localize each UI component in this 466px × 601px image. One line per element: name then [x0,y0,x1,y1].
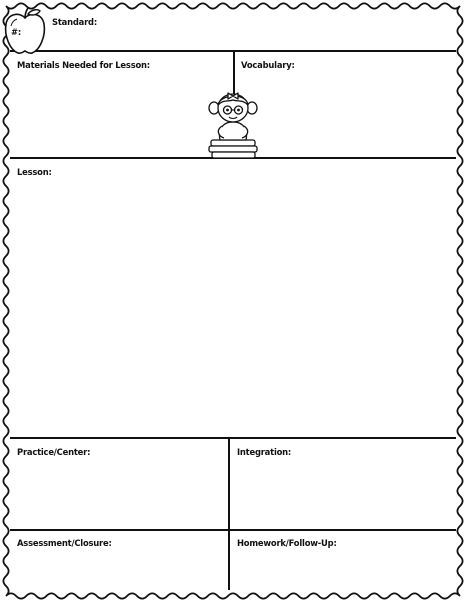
materials-label: Materials Needed for Lesson: [17,60,150,70]
standard-label: Standard: [52,17,97,27]
vocabulary-label: Vocabulary: [241,60,295,70]
lesson-divider [10,437,456,439]
practice-label: Practice/Center: [17,447,91,457]
number-label: #: [11,27,21,37]
assessment-label: Assessment/Closure: [17,538,112,548]
lesson-label: Lesson: [17,167,52,177]
integration-label: Integration: [237,447,292,457]
practice-divider [10,529,456,531]
lower-column-separator [228,438,230,590]
girl-on-books-illustration [204,86,262,160]
apple-icon [2,6,48,56]
homework-label: Homework/Follow-Up: [237,538,337,548]
